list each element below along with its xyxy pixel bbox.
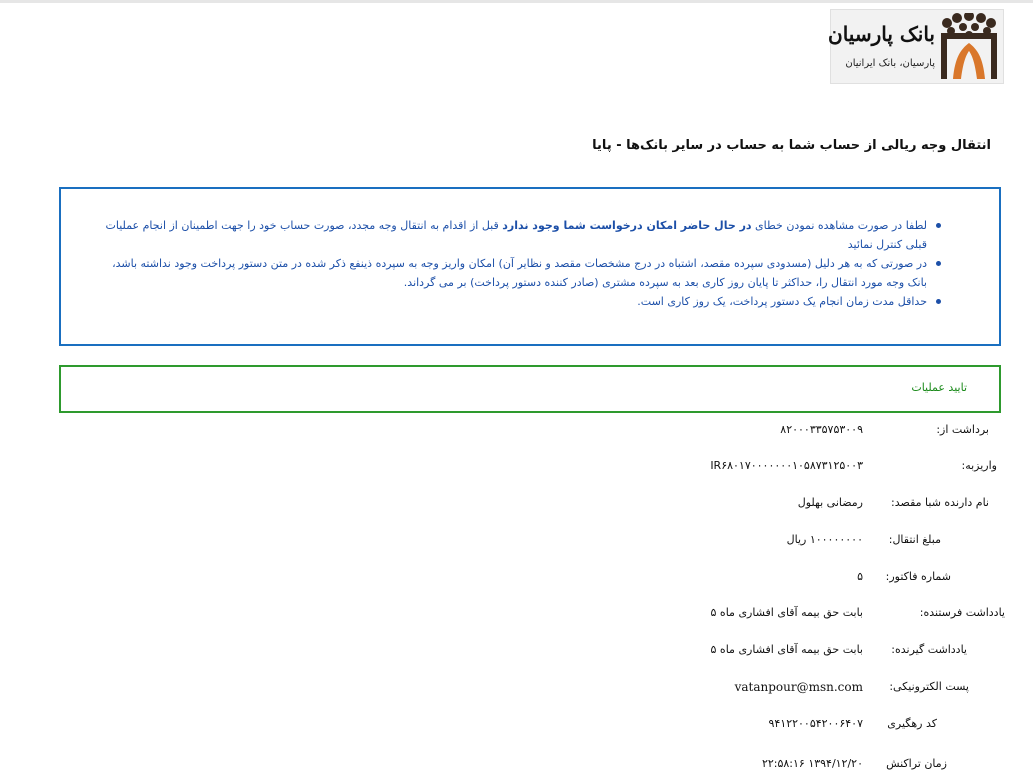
- detail-row-email: [0, 680, 1033, 700]
- time-label: زمان تراکنش: [886, 757, 947, 770]
- to-value: IR۶۸۰۱۷۰۰۰۰۰۰۰۱۰۵۸۷۳۱۲۵۰۰۳: [710, 459, 863, 472]
- logo-name: بانک پارسیان: [828, 22, 935, 46]
- receiver-note-label: یادداشت گیرنده:: [891, 643, 967, 656]
- detail-row-sender-note: [0, 606, 1033, 626]
- to-label: واریزبه:: [961, 459, 997, 472]
- amount-label: مبلغ انتقال:: [888, 533, 941, 546]
- holder-value: رمضانی بهلول: [797, 496, 863, 509]
- detail-row-from: [0, 423, 1033, 443]
- notice-item: [101, 216, 941, 254]
- amount-value: ۱۰۰۰۰۰۰۰۰ ریال: [786, 533, 863, 546]
- email-value: vatanpour@msn.com: [734, 680, 863, 694]
- notice-item: [101, 292, 941, 311]
- detail-row-tracking: [0, 717, 1033, 737]
- notice-text: حداقل مدت زمان انجام یک دستور پرداخت، یک روز کاری است.: [637, 295, 927, 308]
- sender-note-value: بابت حق بیمه آقای افشاری ماه ۵: [710, 606, 863, 619]
- confirm-panel: [59, 365, 1001, 413]
- from-value: ۸۲۰۰۰۳۳۵۷۵۳۰۰۹: [780, 423, 863, 436]
- sender-note-label: یادداشت فرستنده:: [919, 606, 1005, 619]
- time-value: ۱۳۹۴/۱۲/۲۰ ۲۲:۵۸:۱۶: [761, 757, 863, 770]
- top-border: [0, 0, 1033, 3]
- notice-text: قبل از اقدام به انتقال وجه مجدد، صورت حساب خود را جهت اطمینان از انجام عملیات قبلی کنترل نمائید: [105, 219, 927, 251]
- invoice-value: ۵: [857, 570, 863, 583]
- detail-row-time: [0, 757, 1033, 777]
- from-label: برداشت از:: [936, 423, 989, 436]
- detail-row-receiver-note: [0, 643, 1033, 663]
- email-label: پست الکترونیکی:: [889, 680, 969, 693]
- notice-text: لطفا در صورت مشاهده نمودن خطای: [751, 219, 927, 232]
- detail-row-to: [0, 459, 1033, 479]
- notice-list: [101, 216, 941, 311]
- tracking-label: کد رهگیری: [887, 717, 937, 730]
- holder-label: نام دارنده شبا مقصد:: [891, 496, 989, 509]
- confirm-heading: تایید عملیات: [911, 381, 967, 394]
- page-title: انتقال وجه ریالی از حساب شما به حساب در سایر بانک‌ها - پایا: [592, 138, 991, 153]
- detail-row-invoice: [0, 570, 1033, 590]
- receiver-note-value: بابت حق بیمه آقای افشاری ماه ۵: [710, 643, 863, 656]
- tracking-value: ۹۴۱۲۲۰۰۵۴۲۰۰۶۴۰۷: [768, 717, 863, 730]
- bank-logo: [830, 9, 1004, 84]
- notice-text: در صورتی که به هر دلیل (مسدودی سپرده مقصد، اشتباه در درج مشخصات مقصد و نظایر آن) امکان واریز وجه به سپرده ذینفع ذکر شده در متن دستور پرداخت وجود نداشته باشد، بانک وجه مورد انتقال را، حداکثر تا پایان روز کاری بعد به سپرده مشتری (صادر کننده دستور پرداخت) بر می گرداند.: [112, 257, 927, 289]
- parsian-emblem-icon: [939, 13, 999, 81]
- detail-row-holder: [0, 496, 1033, 516]
- invoice-label: شماره فاکتور:: [885, 570, 951, 583]
- logo-slogan: پارسیان، بانک ایرانیان: [845, 58, 935, 69]
- notice-box: [59, 187, 1001, 346]
- detail-row-amount: [0, 533, 1033, 553]
- notice-error-text: در حال حاضر امکان درخواست شما وجود ندارد: [502, 219, 752, 232]
- notice-item: [101, 254, 941, 292]
